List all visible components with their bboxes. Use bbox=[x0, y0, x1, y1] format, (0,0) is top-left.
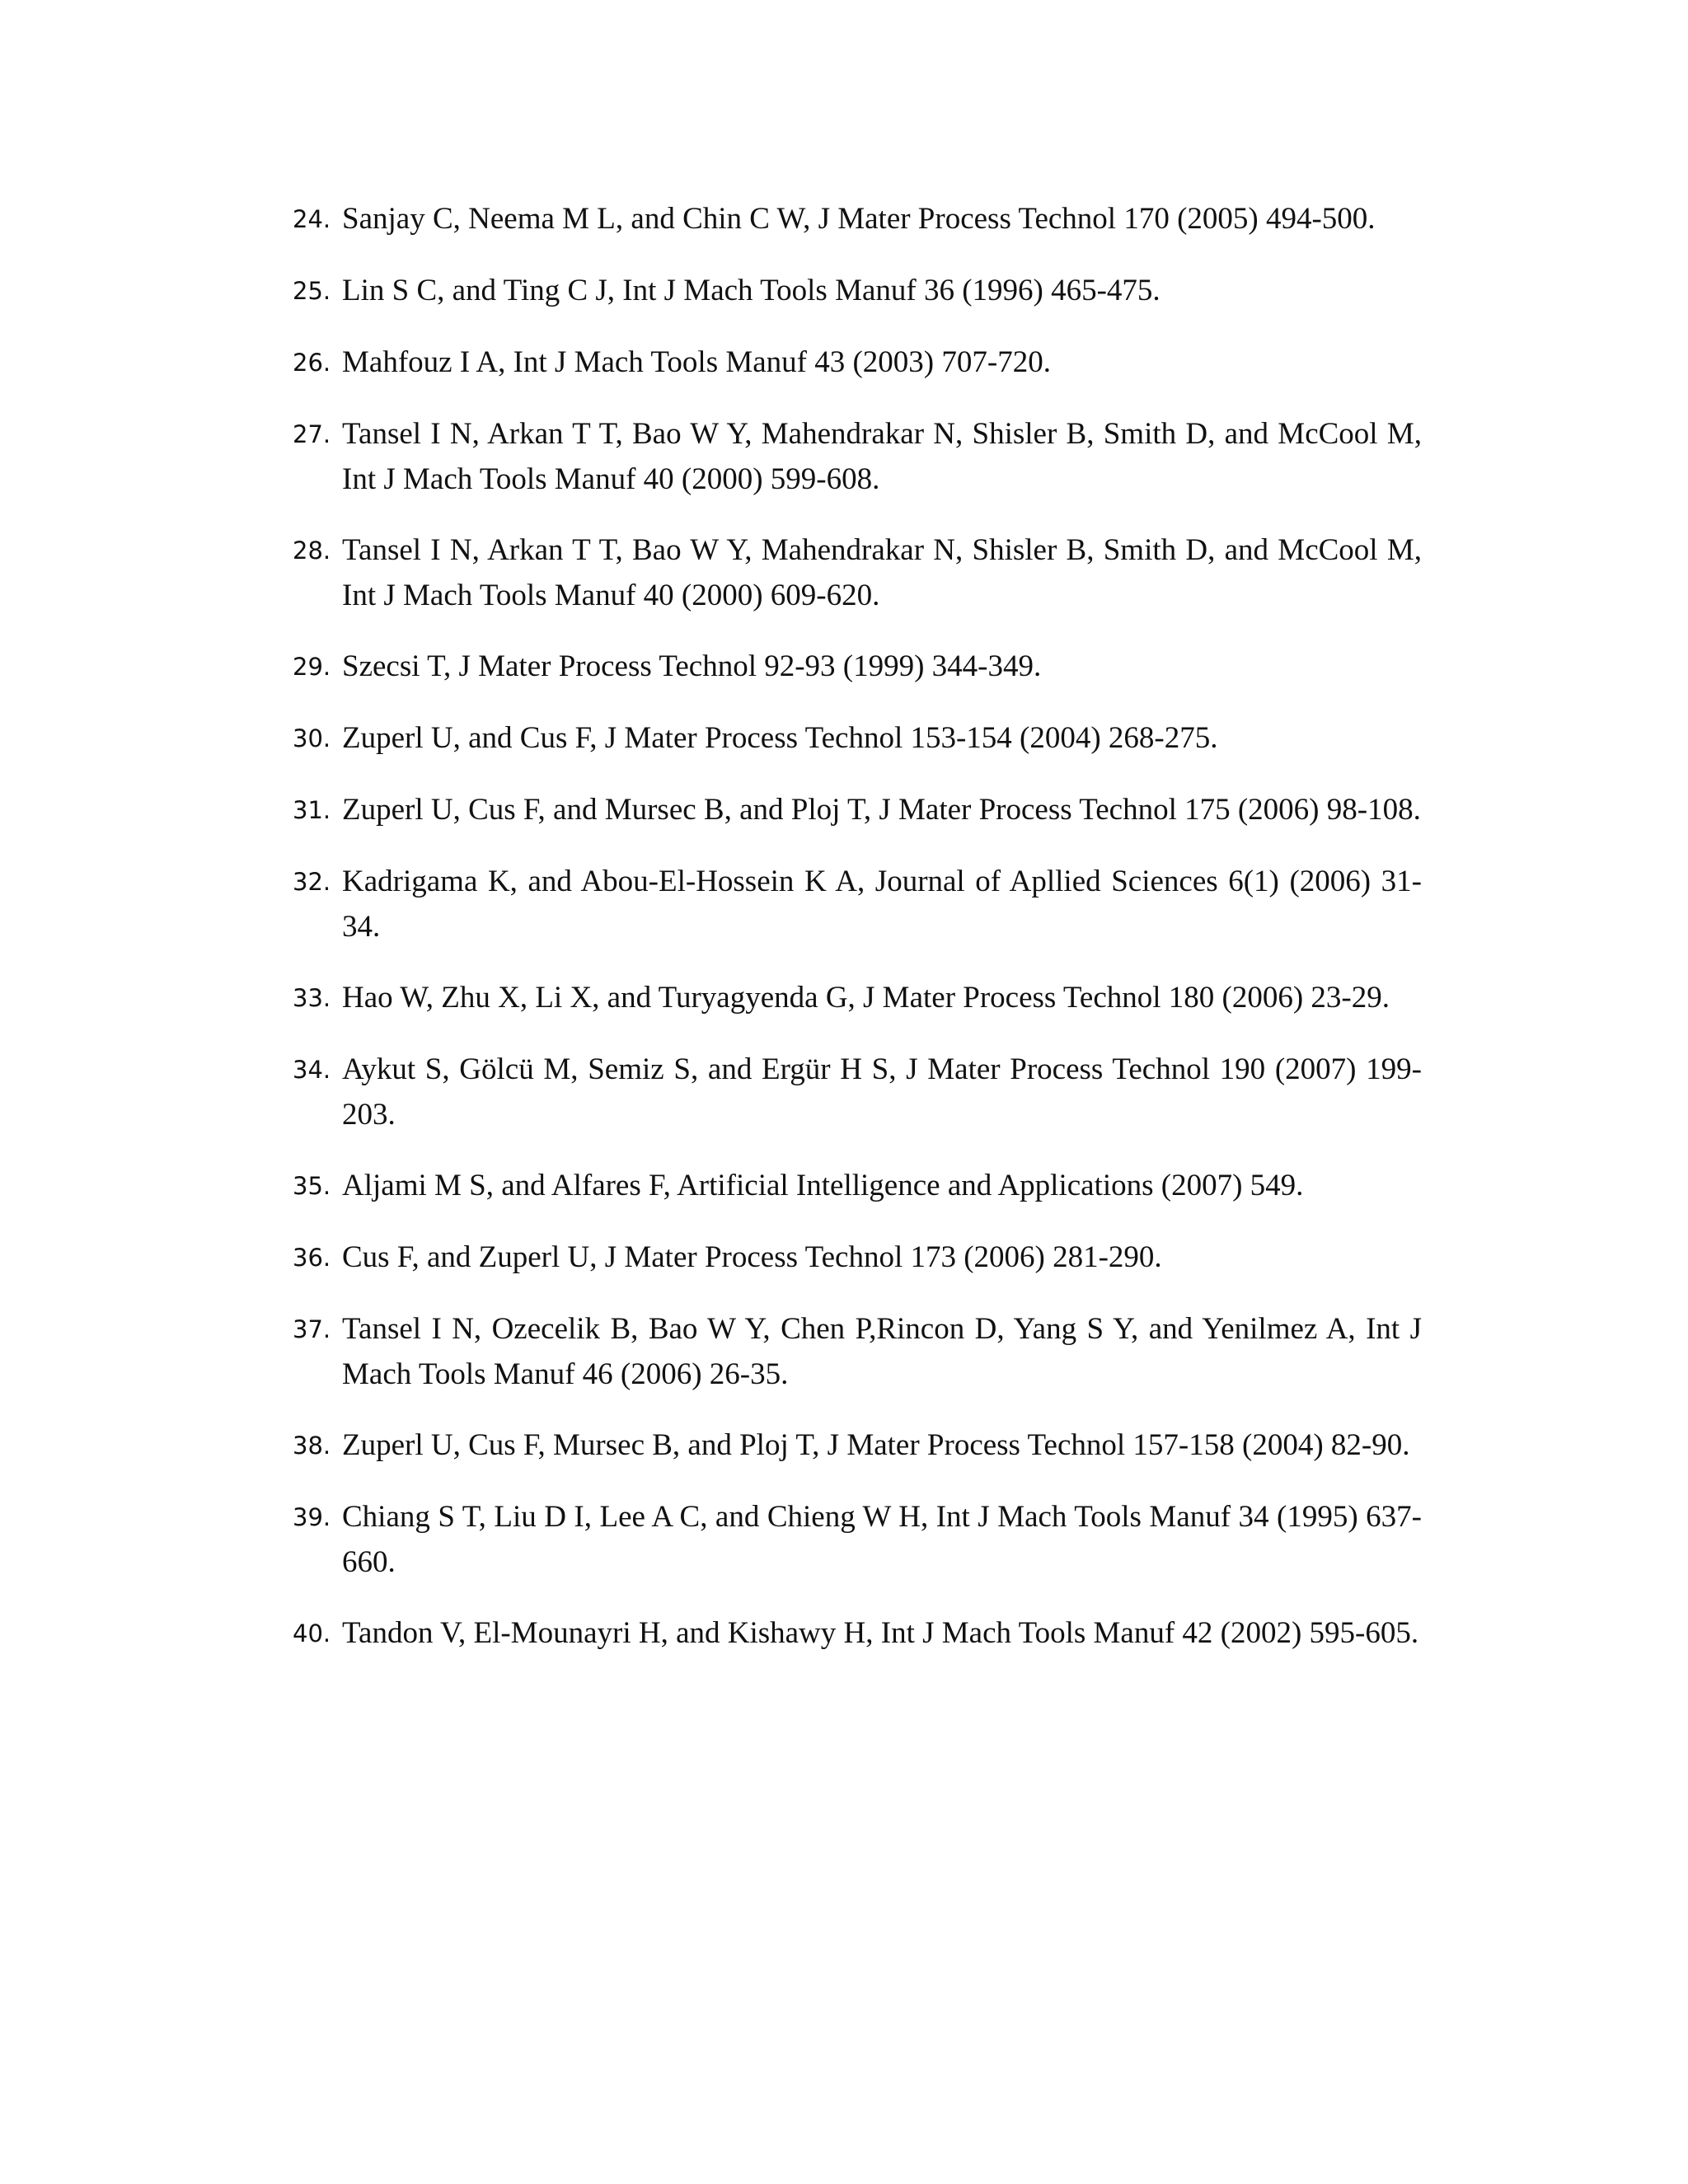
reference-text: Tansel I N, Arkan T T, Bao W Y, Mahendrakar N, Shisler B, Smith D, and McCool M, Int J Mach Tools Manuf 40 (2000) 609-620. bbox=[342, 533, 1422, 612]
reference-number: 36. bbox=[293, 1244, 331, 1272]
reference-item bbox=[293, 975, 1422, 1021]
reference-number: 28. bbox=[293, 537, 331, 565]
reference-item bbox=[293, 268, 1422, 314]
reference-item bbox=[293, 787, 1422, 833]
reference-number: 40. bbox=[293, 1619, 331, 1647]
reference-number: 29. bbox=[293, 653, 331, 681]
reference-text: Szecsi T, J Mater Process Technol 92-93 (1999) 344-349. bbox=[342, 649, 1042, 683]
reference-text: Cus F, and Zuperl U, J Mater Process Technol 173 (2006) 281-290. bbox=[342, 1240, 1162, 1274]
reference-text: Mahfouz I A, Int J Mach Tools Manuf 43 (2003) 707-720. bbox=[342, 345, 1051, 379]
reference-text: Sanjay C, Neema M L, and Chin C W, J Mater Process Technol 170 (2005) 494-500. bbox=[342, 202, 1376, 236]
reference-item bbox=[293, 340, 1422, 386]
reference-item bbox=[293, 527, 1422, 618]
reference-item bbox=[293, 1306, 1422, 1397]
reference-text: Tandon V, El-Mounayri H, and Kishawy H, Int J Mach Tools Manuf 42 (2002) 595-605. bbox=[342, 1616, 1419, 1650]
reference-item bbox=[293, 1047, 1422, 1137]
reference-text: Lin S C, and Ting C J, Int J Mach Tools Manuf 36 (1996) 465-475. bbox=[342, 274, 1160, 307]
reference-text: Zuperl U, Cus F, Mursec B, and Ploj T, J Mater Process Technol 157-158 (2004) 82-90. bbox=[342, 1428, 1410, 1462]
reference-item bbox=[293, 1235, 1422, 1281]
reference-number: 32. bbox=[293, 868, 331, 896]
reference-item bbox=[293, 644, 1422, 690]
reference-number: 34. bbox=[293, 1056, 331, 1084]
reference-number: 38. bbox=[293, 1432, 331, 1460]
reference-text: Chiang S T, Liu D I, Lee A C, and Chieng W H, Int J Mach Tools Manuf 34 (1995) 637-660. bbox=[342, 1500, 1422, 1579]
reference-text: Zuperl U, and Cus F, J Mater Process Technol 153-154 (2004) 268-275. bbox=[342, 721, 1218, 755]
reference-number: 25. bbox=[293, 277, 331, 305]
reference-text: Tansel I N, Ozecelik B, Bao W Y, Chen P,Rincon D, Yang S Y, and Yenilmez A, Int J Mach Tools Manuf 46 (2006) 26-35. bbox=[342, 1312, 1422, 1391]
reference-number: 26. bbox=[293, 349, 331, 377]
reference-item bbox=[293, 1422, 1422, 1469]
reference-item bbox=[293, 1163, 1422, 1209]
reference-number: 27. bbox=[293, 420, 331, 448]
reference-text: Kadrigama K, and Abou-El-Hossein K A, Journal of Apllied Sciences 6(1) (2006) 31-34. bbox=[342, 865, 1422, 944]
reference-item bbox=[293, 1610, 1422, 1657]
reference-text: Aykut S, Gölcü M, Semiz S, and Ergür H S, J Mater Process Technol 190 (2007) 199-203. bbox=[342, 1052, 1422, 1132]
reference-text: Tansel I N, Arkan T T, Bao W Y, Mahendrakar N, Shisler B, Smith D, and McCool M, Int J Mach Tools Manuf 40 (2000) 599-608. bbox=[342, 417, 1422, 496]
reference-number: 33. bbox=[293, 984, 331, 1012]
reference-number: 37. bbox=[293, 1315, 331, 1343]
reference-item bbox=[293, 411, 1422, 502]
reference-item bbox=[293, 1494, 1422, 1585]
reference-number: 31. bbox=[293, 796, 331, 824]
reference-number: 39. bbox=[293, 1503, 331, 1531]
reference-number: 35. bbox=[293, 1172, 331, 1200]
reference-item bbox=[293, 715, 1422, 762]
reference-number: 30. bbox=[293, 724, 331, 752]
reference-item bbox=[293, 196, 1422, 242]
reference-number: 24. bbox=[293, 205, 331, 233]
reference-text: Zuperl U, Cus F, and Mursec B, and Ploj T, J Mater Process Technol 175 (2006) 98-108. bbox=[342, 793, 1421, 827]
reference-text: Aljami M S, and Alfares F, Artificial Intelligence and Applications (2007) 549. bbox=[342, 1169, 1304, 1202]
reference-item bbox=[293, 859, 1422, 949]
reference-list bbox=[293, 196, 1422, 1682]
reference-text: Hao W, Zhu X, Li X, and Turyagyenda G, J Mater Process Technol 180 (2006) 23-29. bbox=[342, 981, 1390, 1015]
